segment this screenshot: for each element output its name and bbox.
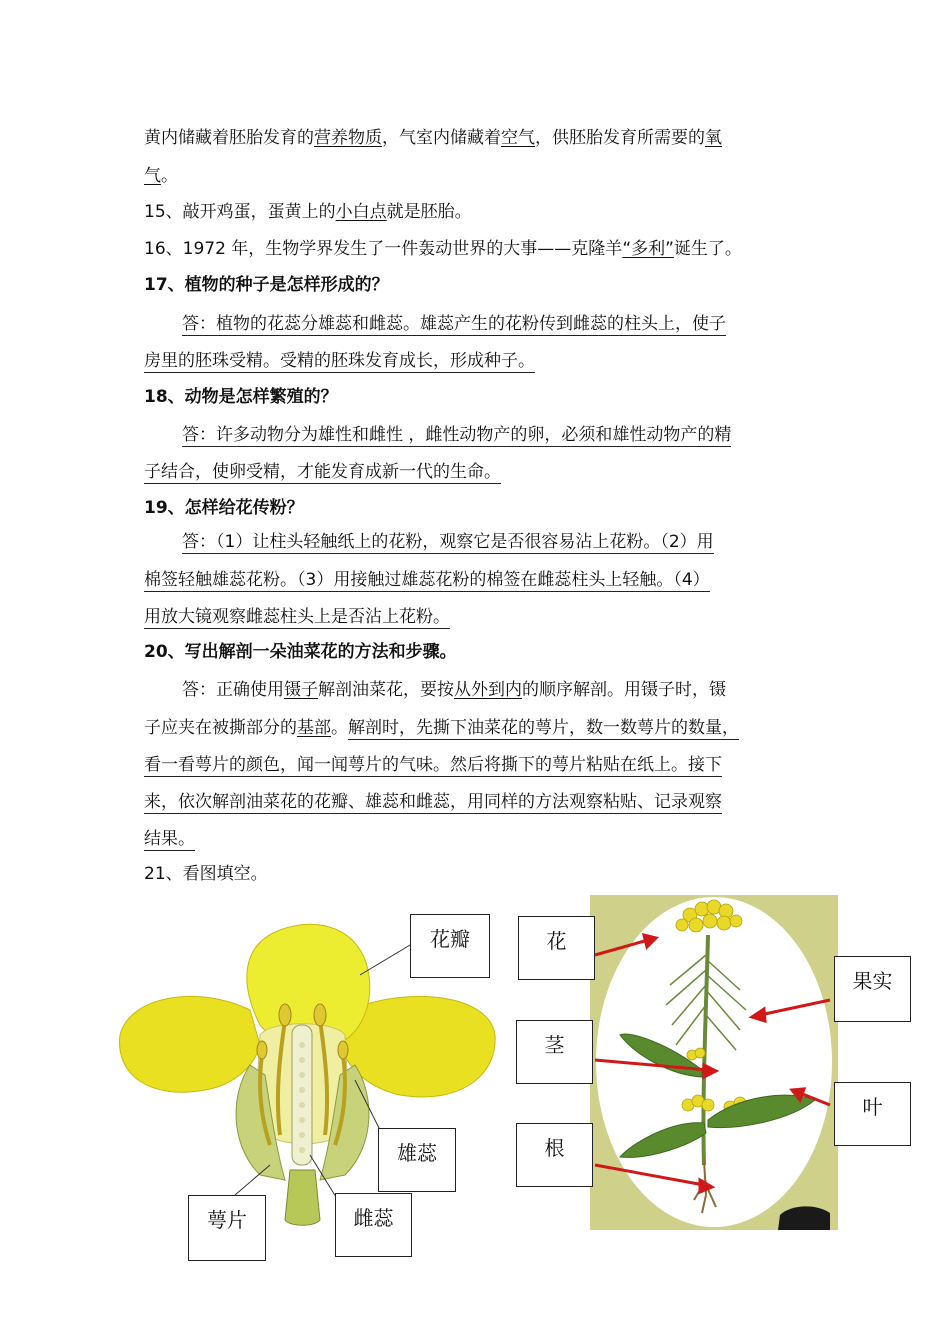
text: 子应夹在被撕部分的 xyxy=(144,718,297,738)
q19-answer-line2 xyxy=(144,568,710,592)
text: 房里的胚珠受精。受精的胚珠发育成长，形成种子。 xyxy=(144,351,535,371)
answer-dolly: “多利” xyxy=(622,239,674,259)
q17-question: 17、植物的种子是怎样形成的？ xyxy=(144,275,389,295)
label-box-flower xyxy=(518,916,595,980)
answer-base: 基部 xyxy=(297,718,331,738)
label-flower: 花 xyxy=(546,929,567,953)
answer-outside-in: 从外到内 xyxy=(454,680,522,700)
label-box-pistil xyxy=(335,1193,412,1257)
label-fruit: 果实 xyxy=(852,969,893,993)
text: 答：植物的花蕊分雄蕊和雌蕊。雄蕊产生的花粉传到雌蕊的柱头上，使子 xyxy=(182,314,726,334)
label-box-stamen xyxy=(378,1128,456,1192)
text: 来，依次解剖油菜花的花瓣、雄蕊和雌蕊，用同样的方法观察粘贴、记录观察 xyxy=(144,792,722,812)
answer-white-dot: 小白点 xyxy=(335,202,387,222)
text: 答：许多动物分为雄性和雌性 ，雌性动物产的卵，必须和雄性动物产的精 xyxy=(182,425,732,445)
answer-oxygen-part1: 氧 xyxy=(705,128,722,148)
text: 黄内储藏着胚胎发育的 xyxy=(144,128,314,148)
text: 15、敲开鸡蛋，蛋黄上的 xyxy=(144,202,336,222)
q18-question: 18、动物是怎样繁殖的？ xyxy=(144,387,338,407)
text: 。 xyxy=(161,166,178,186)
text: 诞生了。 xyxy=(673,239,742,259)
label-petal: 花瓣 xyxy=(430,927,470,951)
text: 答：正确使用 xyxy=(182,680,284,700)
text: 16、1972 年，生物学界发生了一件轰动世界的大事——克隆羊 xyxy=(144,239,623,259)
flower-stem xyxy=(285,1170,320,1225)
q20-answer-line2 xyxy=(144,716,739,740)
text: 的顺序解剖。用镊子时，镊 xyxy=(522,680,726,700)
label-box-root xyxy=(516,1123,593,1187)
q20-answer-line4 xyxy=(144,790,722,814)
answer-nutrients: 营养物质 xyxy=(314,128,382,148)
q18-answer-line2 xyxy=(144,460,501,484)
text: 解剖时，先撕下油菜花的萼片，数一数萼片的数量， xyxy=(348,718,739,738)
label-leaf: 叶 xyxy=(862,1095,883,1119)
label-box-sepal xyxy=(188,1195,266,1261)
text: 答：（1）让柱头轻触纸上的花粉，观察它是否很容易沾上花粉。（2）用 xyxy=(182,532,714,552)
q20-answer-line1 xyxy=(182,678,726,702)
label-box-stem xyxy=(516,1020,593,1084)
label-box-fruit xyxy=(834,956,911,1022)
label-box-leaf xyxy=(834,1082,911,1146)
answer-oxygen-part2: 气 xyxy=(144,166,161,186)
text: 。 xyxy=(331,718,348,738)
q16 xyxy=(144,237,742,261)
q19-question: 19、怎样给花传粉？ xyxy=(144,498,304,518)
q17-answer-line1 xyxy=(182,312,726,336)
q15 xyxy=(144,200,472,224)
text: 用放大镜观察雌蕊柱头上是否沾上花粉。 xyxy=(144,607,450,627)
text: ，供胚胎发育所需要的 xyxy=(535,128,705,148)
q14-line1 xyxy=(144,126,722,150)
label-stem: 茎 xyxy=(544,1033,565,1057)
q20-answer-line3 xyxy=(144,753,722,777)
left-petal xyxy=(120,996,260,1092)
q19-answer-line1 xyxy=(182,530,714,554)
label-root: 根 xyxy=(544,1136,565,1160)
label-pistil: 雌蕊 xyxy=(353,1206,394,1230)
text: 解剖油菜花，要按 xyxy=(318,680,454,700)
text: ，气室内储藏着 xyxy=(382,128,501,148)
text: 就是胚胎。 xyxy=(386,202,472,222)
text: 子结合，使卵受精，才能发育成新一代的生命。 xyxy=(144,462,501,482)
rapeseed-plant-diagram xyxy=(590,895,838,1230)
text: 看一看萼片的颜色，闻一闻萼片的气味。然后将撕下的萼片粘贴在纸上。接下 xyxy=(144,755,722,775)
label-box-petal xyxy=(410,914,490,978)
label-stamen: 雄蕊 xyxy=(397,1141,437,1165)
q14-line2 xyxy=(144,164,178,188)
answer-tweezers: 镊子 xyxy=(284,680,318,700)
answer-air: 空气 xyxy=(501,128,535,148)
q19-answer-line3 xyxy=(144,605,450,629)
text: 棉签轻触雄蕊花粉。（3）用接触过雄蕊花粉的棉签在雌蕊柱头上轻触。（4） xyxy=(144,570,710,590)
text: 结果。 xyxy=(144,829,195,849)
label-sepal: 萼片 xyxy=(207,1208,247,1232)
q21-question: 21、看图填空。 xyxy=(144,864,268,884)
q20-answer-line5 xyxy=(144,827,195,851)
q17-answer-line2 xyxy=(144,349,535,373)
q20-question: 20、写出解剖一朵油菜花的方法和步骤。 xyxy=(144,642,457,662)
q18-answer-line1 xyxy=(182,423,731,447)
